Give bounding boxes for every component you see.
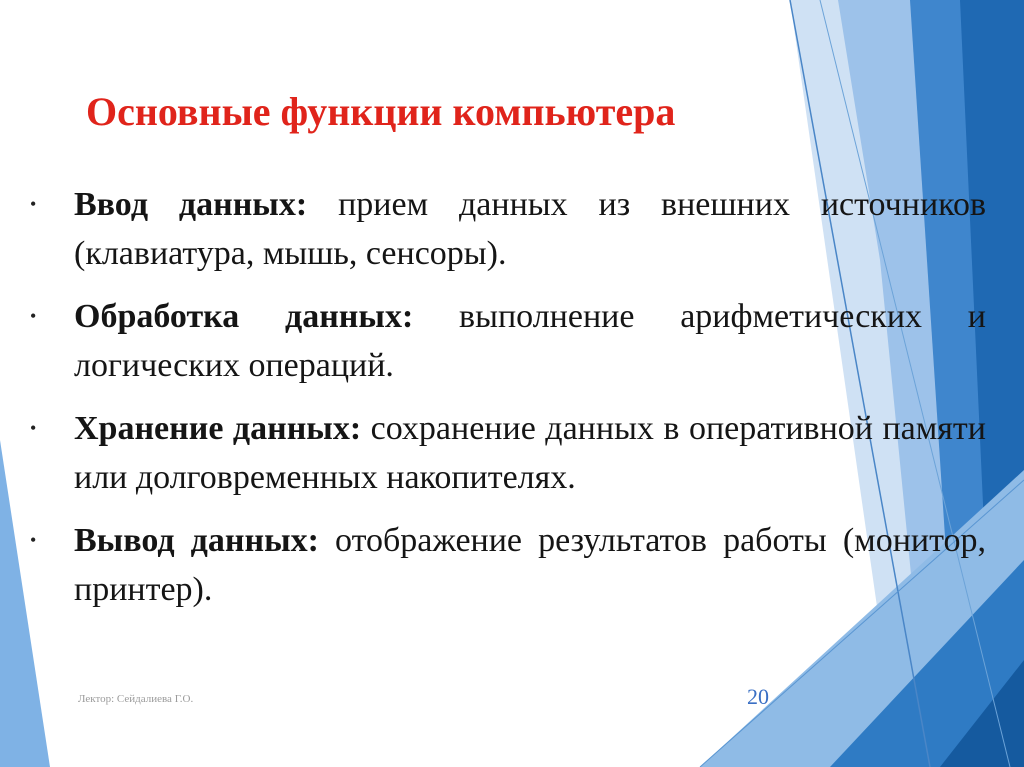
footer-lecturer: Лектор: Сейдалиева Г.О. (78, 693, 194, 705)
bullet-text: прием данных из внешних источников (клавиатура, мышь, сенсоры). (74, 186, 987, 272)
bullet-icon: • (30, 530, 37, 550)
bullet-item-input (30, 180, 986, 278)
bullet-icon: • (30, 194, 37, 214)
page-number: 20 (747, 684, 769, 709)
bullet-text: отображение результатов работы (монитор, принтер). (74, 522, 986, 608)
bullet-term: Обработка данных: (74, 298, 414, 335)
slide-title: Основные функции компьютера (86, 89, 676, 134)
bullet-text: сохранение данных в оперативной памяти или долговременных накопителях. (74, 410, 986, 496)
bullet-list (30, 180, 986, 628)
bullet-text: выполнение арифметических и логических операций. (74, 298, 986, 384)
bullet-icon: • (30, 306, 37, 326)
bullet-item-processing (30, 292, 986, 390)
bullet-item-storage (30, 404, 986, 502)
bullet-item-output (30, 516, 986, 614)
bullet-icon: • (30, 418, 37, 438)
bullet-term: Хранение данных: (74, 410, 362, 447)
bullet-term: Вывод данных: (74, 522, 319, 559)
bullet-term: Ввод данных: (74, 186, 308, 223)
